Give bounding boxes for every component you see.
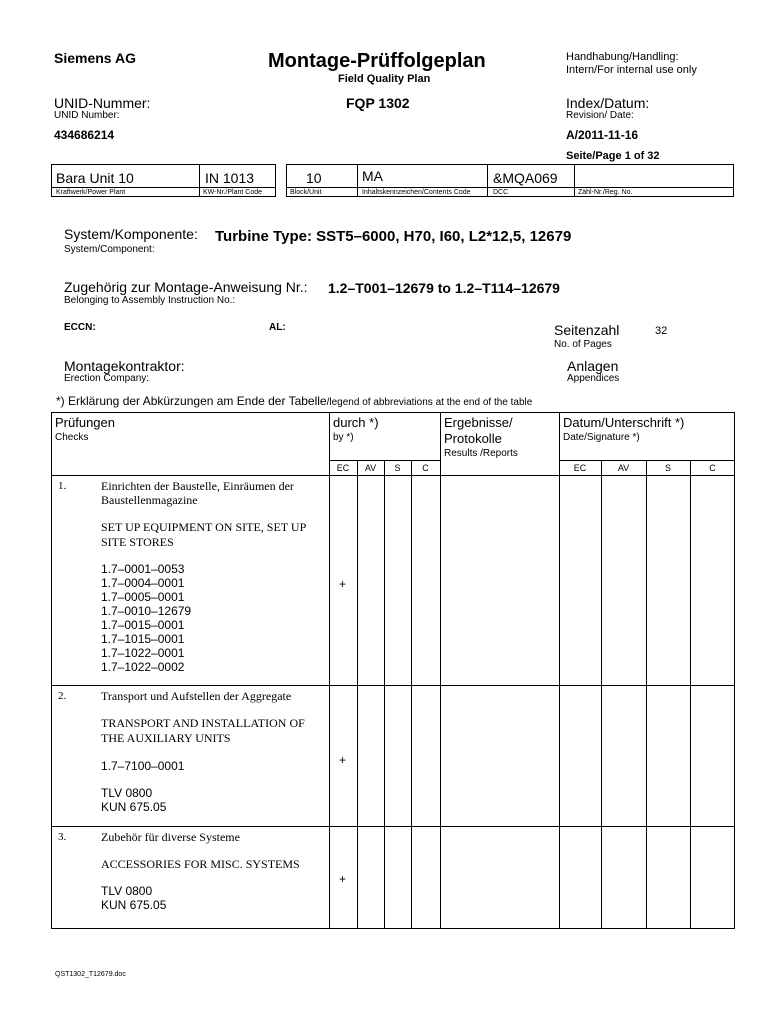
system-label-en: System/Component: xyxy=(64,244,155,255)
row1-ref: 1.7–1015–0001 xyxy=(101,632,185,646)
row1-ref: 1.7–1022–0001 xyxy=(101,646,185,660)
unid-label-en: UNID Number: xyxy=(54,110,120,121)
system-value: Turbine Type: SST5–6000, H70, I60, L2*12,5, 12679 xyxy=(215,228,572,245)
dcc-label: DCC xyxy=(493,189,509,196)
subcol-by-ec: EC xyxy=(336,463,350,473)
subcol-by-s: S xyxy=(394,463,401,473)
row2-desc-en-2: THE AUXILIARY UNITS xyxy=(101,731,231,745)
plant-label: Kraftwerk/Power Plant xyxy=(56,189,126,196)
contents-label: Inhaltskennzeichen/Contents Code xyxy=(362,189,471,196)
row1-number: 1. xyxy=(58,480,67,492)
kw-nr-label: KW-Nr./Plant Code xyxy=(203,189,263,196)
row2-ref: 1.7–7100–0001 xyxy=(101,759,185,773)
index-label-en: Revision/ Date: xyxy=(566,110,634,121)
plant-value: Bara Unit 10 xyxy=(56,170,134,186)
subcol-date-ec: EC xyxy=(573,463,587,473)
fqp-number: FQP 1302 xyxy=(346,95,410,111)
subcol-by-av: AV xyxy=(364,463,377,473)
row1-desc-de-2: Baustellenmagazine xyxy=(101,493,198,507)
row1-ref: 1.7–0010–12679 xyxy=(101,604,192,618)
footer-filename: QST1302_T12679.doc xyxy=(55,971,126,978)
row2-desc-en: TRANSPORT AND INSTALLATION OF xyxy=(101,716,305,730)
system-label: System/Komponente: xyxy=(64,226,198,242)
row2-desc-de: Transport und Aufstellen der Aggregate xyxy=(101,689,292,703)
row1-desc-de: Einrichten der Baustelle, Einräumen der xyxy=(101,479,294,493)
handling-label: Handhabung/Handling: xyxy=(566,51,679,63)
unid-label: UNID-Nummer: xyxy=(54,95,151,111)
contractor-label-en: Erection Company: xyxy=(64,373,150,384)
dcc-value: &MQA069 xyxy=(493,170,558,186)
row3-ref: KUN 675.05 xyxy=(101,898,167,912)
row1-ref: 1.7–0004–0001 xyxy=(101,576,185,590)
legend-note-en: /legend of abbreviations at the end of the table xyxy=(326,397,533,408)
row3-ref: TLV 0800 xyxy=(101,884,153,898)
row1-ref: 1.7–0005–0001 xyxy=(101,590,185,604)
contractor-label: Montagekontraktor: xyxy=(64,358,185,374)
document-subtitle: Field Quality Plan xyxy=(338,73,431,85)
row2-number: 2. xyxy=(58,690,67,702)
col-date-header-en: Date/Signature *) xyxy=(563,432,640,443)
eccn-label: ECCN: xyxy=(64,322,96,333)
row1-ref: 1.7–0001–0053 xyxy=(101,562,185,576)
appendix-label: Anlagen xyxy=(567,358,619,374)
pages-value: 32 xyxy=(655,325,668,337)
col-by-header-en: by *) xyxy=(333,432,354,443)
row1-ec-mark: + xyxy=(339,577,347,591)
document-title: Montage-Prüffolgeplan xyxy=(268,50,486,72)
reg-label: Zähl-Nr./Reg. No. xyxy=(578,189,633,196)
legend-note xyxy=(56,392,532,410)
index-label: Index/Datum: xyxy=(566,95,650,111)
pages-label-en: No. of Pages xyxy=(554,339,612,350)
assembly-label-en: Belonging to Assembly Instruction No.: xyxy=(64,295,236,306)
pages-label: Seitenzahl xyxy=(554,322,620,338)
col-results-header: Ergebnisse/ xyxy=(444,415,513,430)
row2-ec-mark: + xyxy=(339,753,347,767)
subcol-date-c: C xyxy=(709,463,716,473)
row1-desc-en: SET UP EQUIPMENT ON SITE, SET UP xyxy=(101,520,307,534)
row1-ref: 1.7–0015–0001 xyxy=(101,618,185,632)
assembly-value: 1.2–T001–12679 to 1.2–T114–12679 xyxy=(328,280,560,296)
row1-desc-en-2: SITE STORES xyxy=(101,535,174,549)
subcol-date-av: AV xyxy=(617,463,630,473)
row3-desc-de: Zubehör für diverse Systeme xyxy=(101,830,240,844)
col-results-header-en: Results /Reports xyxy=(444,448,518,459)
col-date-header: Datum/Unterschrift *) xyxy=(563,415,685,430)
company-name: Siemens AG xyxy=(54,50,136,66)
row3-ec-mark: + xyxy=(339,872,347,886)
row1-ref: 1.7–1022–0002 xyxy=(101,660,185,674)
col-by-header: durch *) xyxy=(333,415,379,430)
row3-desc-en: ACCESSORIES FOR MISC. SYSTEMS xyxy=(101,857,300,871)
al-label: AL: xyxy=(269,322,286,333)
unid-value: 434686214 xyxy=(54,128,115,142)
col-results-header-2: Protokolle xyxy=(444,431,502,446)
page-info: Seite/Page 1 of 32 xyxy=(566,150,660,162)
row2-references xyxy=(101,786,166,814)
col-checks-header-en: Checks xyxy=(55,432,89,443)
row3-references xyxy=(101,884,166,912)
kw-nr-value: IN 1013 xyxy=(205,170,255,186)
index-value: A/2011-11-16 xyxy=(566,128,639,142)
contents-value: MA xyxy=(362,168,383,184)
handling-value: Intern/For internal use only xyxy=(566,64,697,76)
block-label: Block/Unit xyxy=(290,189,322,196)
legend-note-de: *) Erklärung der Abkürzungen am Ende der Tabelle xyxy=(56,394,327,408)
row2-ref: KUN 675.05 xyxy=(101,800,167,814)
assembly-label: Zugehörig zur Montage-Anweisung Nr.: xyxy=(64,279,308,295)
row2-ref: TLV 0800 xyxy=(101,786,153,800)
row3-number: 3. xyxy=(58,831,67,843)
appendix-label-en: Appendices xyxy=(567,373,620,384)
col-checks-header: Prüfungen xyxy=(55,415,115,430)
block-value: 10 xyxy=(306,170,322,186)
subcol-date-s: S xyxy=(664,463,671,473)
row1-references xyxy=(101,562,191,674)
subcol-by-c: C xyxy=(422,463,429,473)
